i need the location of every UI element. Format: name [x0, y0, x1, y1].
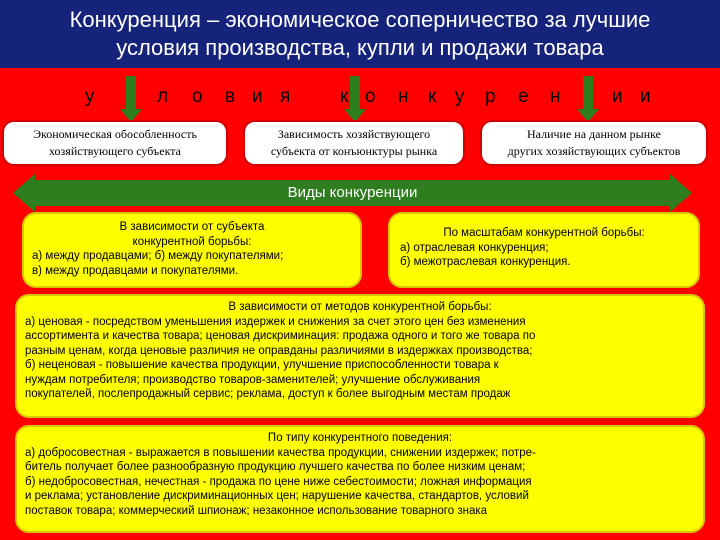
heading-letter: в	[225, 86, 236, 107]
down-arrow-icon	[583, 76, 593, 110]
box-line: а) ценовая - посредством уменьшения издержек и снижения за счет этого цен без изменения	[25, 315, 526, 328]
box-line: а) добросовестная - выражается в повышении качества продукции, снижении издержек; потре-	[25, 446, 536, 459]
competitive-behavior-box	[15, 425, 705, 533]
box-line: разным ценам, когда ценовые различия не оправданы различиями в издержках производства;	[25, 344, 533, 357]
box-line: битель получает более разнообразную продукцию лучшего качества по более низким ценам;	[25, 461, 526, 473]
box-line: в) между продавцами и покупателями.	[32, 264, 239, 277]
slide-title	[0, 0, 720, 68]
down-arrow-icon	[126, 76, 136, 110]
box-line: а) между продавцами; б) между покупателями;	[32, 250, 284, 262]
competition-methods-box	[15, 294, 705, 418]
heading-letter: и	[640, 86, 651, 107]
box-heading: По масштабам конкурентной борьбы:	[443, 227, 645, 239]
heading-letter: к	[340, 86, 349, 107]
condition-box-other-subjects	[480, 120, 708, 166]
types-label: Виды конкуренции	[287, 184, 418, 201]
competition-scale-box	[388, 212, 700, 288]
title-line-2: условия производства, купли и продажи товара	[116, 35, 604, 60]
box-heading: По типу конкурентного поведения:	[267, 432, 453, 444]
box-line: а) отраслевая конкуренция;	[400, 241, 549, 254]
box-heading: конкурентной борьбы:	[132, 235, 252, 248]
heading-letter: у	[455, 86, 465, 107]
box-line: б) неценовая - повышение качества продукции, улучшение приспособленности товара к	[25, 359, 499, 371]
box-line: б) недобросовестная, нечестная - продажа по цене ниже себестоимости; ложная информация	[25, 475, 532, 488]
condition-text: Экономическая обособленность	[33, 127, 197, 141]
heading-letter: я	[280, 86, 291, 107]
heading-letter: н	[550, 86, 561, 107]
condition-text: Наличие на данном рынке	[526, 127, 662, 141]
types-of-competition-arrow	[35, 180, 670, 206]
title-line-1: Конкуренция – экономическое соперничество за лучшие	[69, 7, 651, 32]
condition-text: субъекта от конъюнктуры рынка	[270, 144, 438, 158]
subject-of-competition-box	[22, 212, 362, 288]
condition-text: Зависимость хозяйствующего	[277, 127, 431, 141]
box-line: поставок товара; коммерческий шпионаж; незаконное использование товарного знака	[25, 504, 488, 517]
heading-letter: у	[85, 86, 95, 107]
heading-letter: р	[485, 86, 496, 107]
heading-letter: и	[252, 86, 263, 107]
box-line: покупателей, послепродажный сервис; реклама, доступ к более выгодным местам продаж	[25, 388, 511, 400]
condition-box-isolation	[2, 120, 228, 166]
condition-box-market-dependence	[243, 120, 465, 166]
box-heading: В зависимости от методов конкурентной борьбы:	[228, 301, 492, 313]
heading-letter: е	[518, 86, 529, 107]
down-arrow-icon	[350, 76, 360, 110]
heading-letter: н	[398, 86, 409, 107]
box-heading: В зависимости от субъекта	[119, 221, 265, 233]
condition-text: других хозяйствующих субъектов	[507, 144, 681, 158]
box-line: и реклама; установление дискриминационных цен; нарушение качества, стандартов, условий	[25, 490, 529, 502]
heading-letter: л	[157, 86, 169, 107]
condition-text: хозяйствующего субъекта	[49, 144, 181, 158]
box-line: нуждам потребителя; производство товаров-заменителей; улучшение обслуживания	[25, 373, 481, 386]
box-line: ассортимента и качества товара; ценовая дискриминация: продажа одного и того же товара по	[25, 330, 536, 342]
heading-letter: и	[612, 86, 623, 107]
box-line: б) межотраслевая конкуренция.	[400, 256, 571, 268]
heading-letter: о	[365, 86, 376, 107]
conditions-heading	[85, 86, 685, 108]
heading-letter: о	[192, 86, 203, 107]
heading-letter: к	[428, 86, 437, 107]
